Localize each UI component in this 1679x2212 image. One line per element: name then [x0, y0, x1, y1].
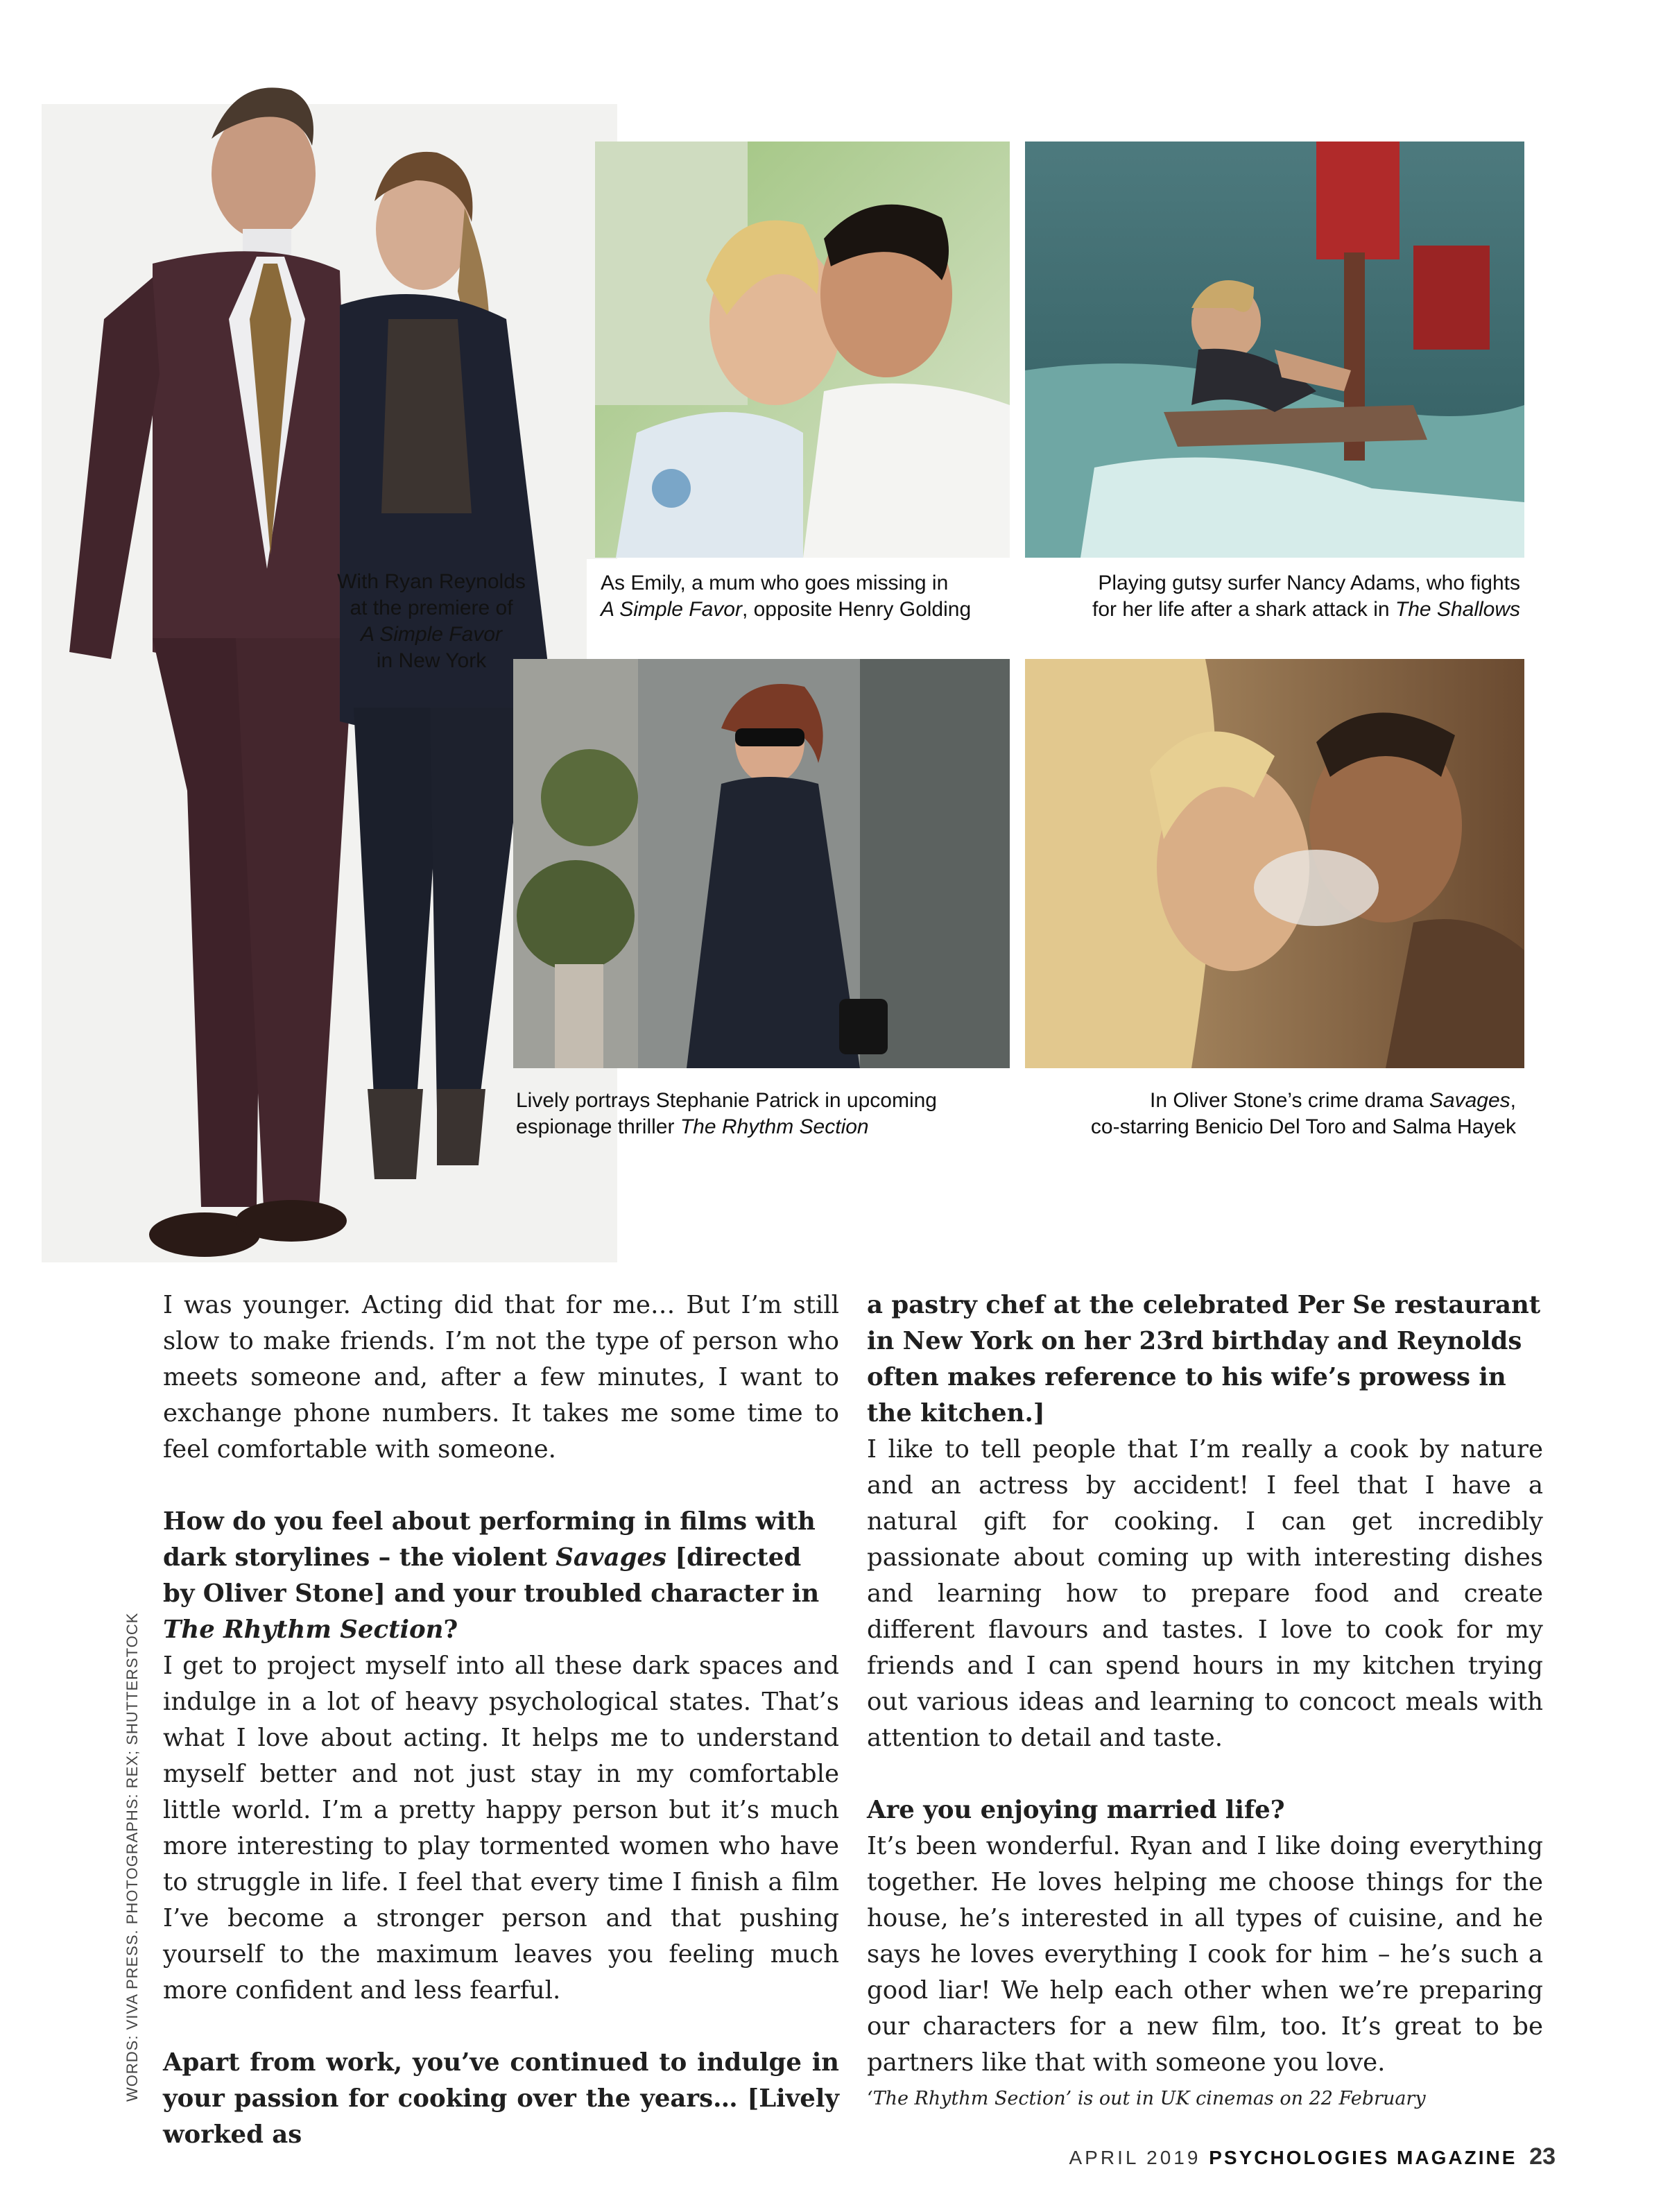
answer-paragraph: I get to project myself into all these dark spaces and indulge in a lot of heavy psychological states. That’s what I love about acting. It helps me to understand myself better and not just stay in my comfortable little world. I’m a pretty happy person but it’s much more interesting to play tormented women who have to struggle in life. I feel that every time I finish a film I’ve become a stronger person and that pushing yourself to the maximum leaves you feeling much more confident and less fearful.	[163, 1652, 839, 2005]
simple-favor-caption	[587, 559, 1017, 660]
shallows-caption-line2: for her life after a shark attack in	[1092, 598, 1395, 621]
right-column	[867, 1287, 1543, 2117]
woman-street-photo	[513, 659, 1010, 1068]
shallows-caption-title: The Shallows	[1395, 598, 1520, 621]
page-number: 23	[1529, 2143, 1556, 2170]
question-text: How do you feel about performing in films with dark storylines – the violent	[163, 1507, 816, 1572]
surfer-buoy-photo	[1025, 142, 1524, 558]
simple-favor-caption-line1: As Emily, a mum who goes missing in	[601, 572, 949, 594]
savages-caption-line2: co-starring Benicio Del Toro and Salma Hayek	[1090, 1115, 1516, 1138]
question-film-title: Savages	[556, 1543, 666, 1572]
couple-caption-line4: in New York	[376, 649, 487, 672]
question-heading: Apart from work, you’ve continued to indulge in your passion for cooking over the years… [Lively worked as	[163, 2048, 839, 2149]
left-column	[163, 1287, 839, 2153]
couple-caption-line1: With Ryan Reynolds	[337, 570, 526, 593]
rhythm-caption-line1: Lively portrays Stephanie Patrick in upcoming	[516, 1089, 937, 1112]
savages-caption-title: Savages	[1429, 1089, 1510, 1112]
shallows-caption-line1: Playing gutsy surfer Nancy Adams, who fights	[1098, 572, 1520, 594]
body-paragraph: I was younger. Acting did that for me… But I’m still slow to make friends. I’m not the type of person who meets someone and, after a few minutes, I want to exchange phone numbers. It takes me some time to feel comfortable with someone.	[163, 1291, 839, 1464]
magazine-name: PSYCHOLOGIES MAGAZINE	[1209, 2147, 1517, 2168]
rhythm-caption	[516, 1088, 1015, 1140]
savages-caption	[1017, 1088, 1516, 1140]
question-heading-continued: a pastry chef at the celebrated Per Se restaurant in New York on her 23rd birthday and Reynolds often makes reference to his wife’s prowess in the kitchen.]	[867, 1291, 1541, 1427]
couple-caption-line2: at the premiere of	[350, 597, 513, 619]
photo-credit: WORDS: VIVA PRESS. PHOTOGRAPHS: REX; SHUTTERSTOCK	[123, 1612, 141, 2102]
shallows-caption	[1017, 559, 1534, 660]
savages-caption-comma: ,	[1510, 1089, 1516, 1112]
release-footnote: ‘The Rhythm Section’ is out in UK cinemas on 22 February	[867, 2088, 1426, 2109]
question-heading	[163, 1504, 839, 1648]
savages-caption-line1: In Oliver Stone’s crime drama	[1149, 1089, 1429, 1112]
question-heading: Are you enjoying married life?	[867, 1796, 1285, 1824]
page-folio	[1069, 2143, 1556, 2170]
simple-favor-caption-title: A Simple Favor	[601, 598, 742, 621]
issue-date: APRIL 2019	[1069, 2147, 1201, 2168]
question-text: ?	[443, 1615, 458, 1644]
question-text: [directed by Oliver Stone] and your troubled character in	[163, 1543, 820, 1608]
answer-paragraph: I like to tell people that I’m really a cook by nature and an actress by accident! I feel that I have a natural gift for cooking. I can get incredibly passionate about coming up with interesting dishes and learning how to prepare food and create different flavours and tastes. I love to cook for my friends and I can spend hours in my kitchen trying out various ideas and learning to concoct meals with attention to detail and taste.	[867, 1435, 1543, 1752]
couple-caption-title: A Simple Favor	[361, 623, 502, 646]
answer-paragraph: It’s been wonderful. Ryan and I like doing everything together. He loves helping me choose things for the house, he’s interested in all types of cuisine, and he says he loves everything I cook for him – he’s such a good liar! We help each other when we’re preparing our characters for a new film, too. It’s great to be partners like that with someone you love.	[867, 1832, 1543, 2077]
simple-favor-caption-line2: , opposite Henry Golding	[741, 598, 972, 621]
question-film-title: The Rhythm Section	[163, 1615, 444, 1644]
couple-kiss-photo	[595, 142, 1010, 558]
rhythm-caption-title: The Rhythm Section	[680, 1115, 869, 1138]
smoke-couple-photo	[1025, 659, 1524, 1068]
rhythm-caption-line2: espionage thriller	[516, 1115, 680, 1138]
